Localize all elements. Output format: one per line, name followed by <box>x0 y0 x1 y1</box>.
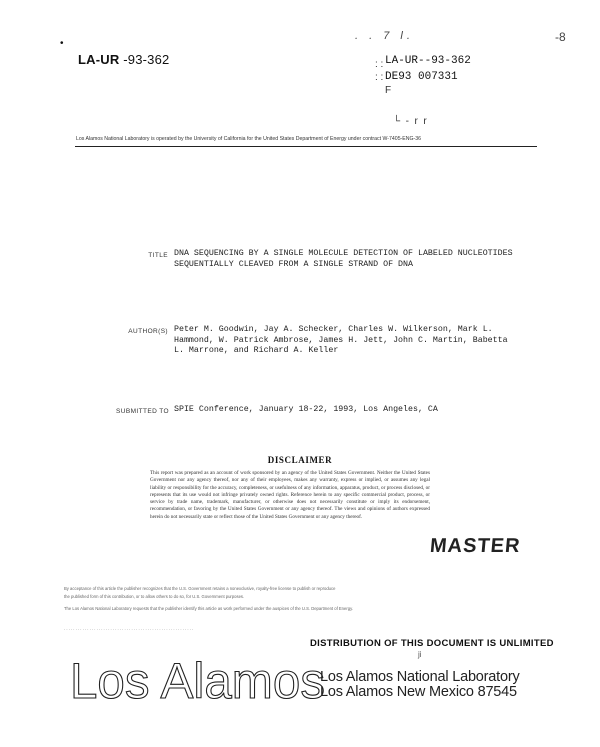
header-divider <box>75 146 537 147</box>
stray-mark: ji <box>418 650 422 659</box>
handwritten-mark: . . 7 l. <box>355 30 414 42</box>
stray-mark: • <box>60 38 64 49</box>
report-suffix: -93-362 <box>123 52 170 67</box>
master-stamp: MASTER <box>429 535 522 557</box>
submitted-venue: SPIE Conference, January 18-22, 1993, Los Angeles, CA <box>174 405 438 414</box>
report-number <box>78 52 169 67</box>
author-list: Peter M. Goodwin, Jay A. Schecker, Charles W. Wilkerson, Mark L. Hammond, W. Patrick Ambrose, James H. Jett, John C. Martin, Babetta L. Marrone, and Richard A. Keller <box>174 325 508 355</box>
author-label: AUTHOR(S) <box>128 328 168 335</box>
corner-mark: -8 <box>555 30 566 44</box>
distribution-statement: DISTRIBUTION OF THIS DOCUMENT IS UNLIMITED <box>310 638 554 649</box>
operator-notice: Los Alamos National Laboratory is operated by the University of California for the United States Department of Energy under contract W-7405-ENG-36 <box>76 136 422 142</box>
osti-report-number: LA-UR--93-362 <box>385 55 471 67</box>
dotted-rule: . . . . . . . . . . . . . . . . . . . . . . . . . . . . . . . . . . . . . . . . . . . . . . . . . . . . . . . . <box>64 626 194 631</box>
osti-doe-number: DE93 007331 <box>385 71 458 83</box>
stamp-marks: : : : : F └ - r r <box>375 59 427 127</box>
publisher-license-note: By acceptance of this article the publisher recognizes that the U.S. Government retains a nonexclusive, royalty-free license to publish or reproduce <box>64 586 336 591</box>
title-label: TITLE <box>148 252 168 259</box>
osti-identifier <box>385 53 471 85</box>
logo-text: Los Alamos <box>70 656 325 708</box>
submitted-label: SUBMITTED TO <box>116 408 169 415</box>
laboratory-name <box>320 670 520 700</box>
publisher-license-note-cont: the published form of this contribution, or to allow others to do so, for U.S. Government purposes. <box>64 594 245 599</box>
doe-auspices-note: The Los Alamos National Laboratory requests that the publisher identify this article as work performed under the auspices of the U.S. Department of Energy. <box>64 606 354 611</box>
disclaimer-heading: DISCLAIMER <box>267 455 333 465</box>
document-title: DNA SEQUENCING BY A SINGLE MOLECULE DETECTION OF LABELED NUCLEOTIDES SEQUENTIALLY CLEAVED FROM A SINGLE STRAND OF DNA <box>174 249 513 269</box>
los-alamos-logo <box>70 656 330 708</box>
report-prefix: LA-UR <box>78 52 120 67</box>
disclaimer-body: This report was prepared as an account of work sponsored by an agency of the United States Government. Neither the United States Government nor any agency thereof, nor any of their employees, makes any warranty, express or implied, or assumes any legal liability or responsibility for the accuracy, completeness, or usefulness of any information, apparatus, product, or process disclosed, or represents that its use would not infringe privately owned rights. Reference herein to any specific commercial product, process, or service by trade name, trademark, manufacturer, or otherwise does not necessarily constitute or imply its endorsement, recommendation, or favoring by the United States Government or any agency thereof. The views and opinions of authors expressed herein do not necessarily state or reflect those of the United States Government or any agency thereof. <box>150 470 430 520</box>
laboratory-address-line: Los Alamos New Mexico 87545 <box>320 684 517 700</box>
laboratory-name-line: Los Alamos National Laboratory <box>320 669 520 685</box>
stamp-letter: F <box>385 85 392 96</box>
